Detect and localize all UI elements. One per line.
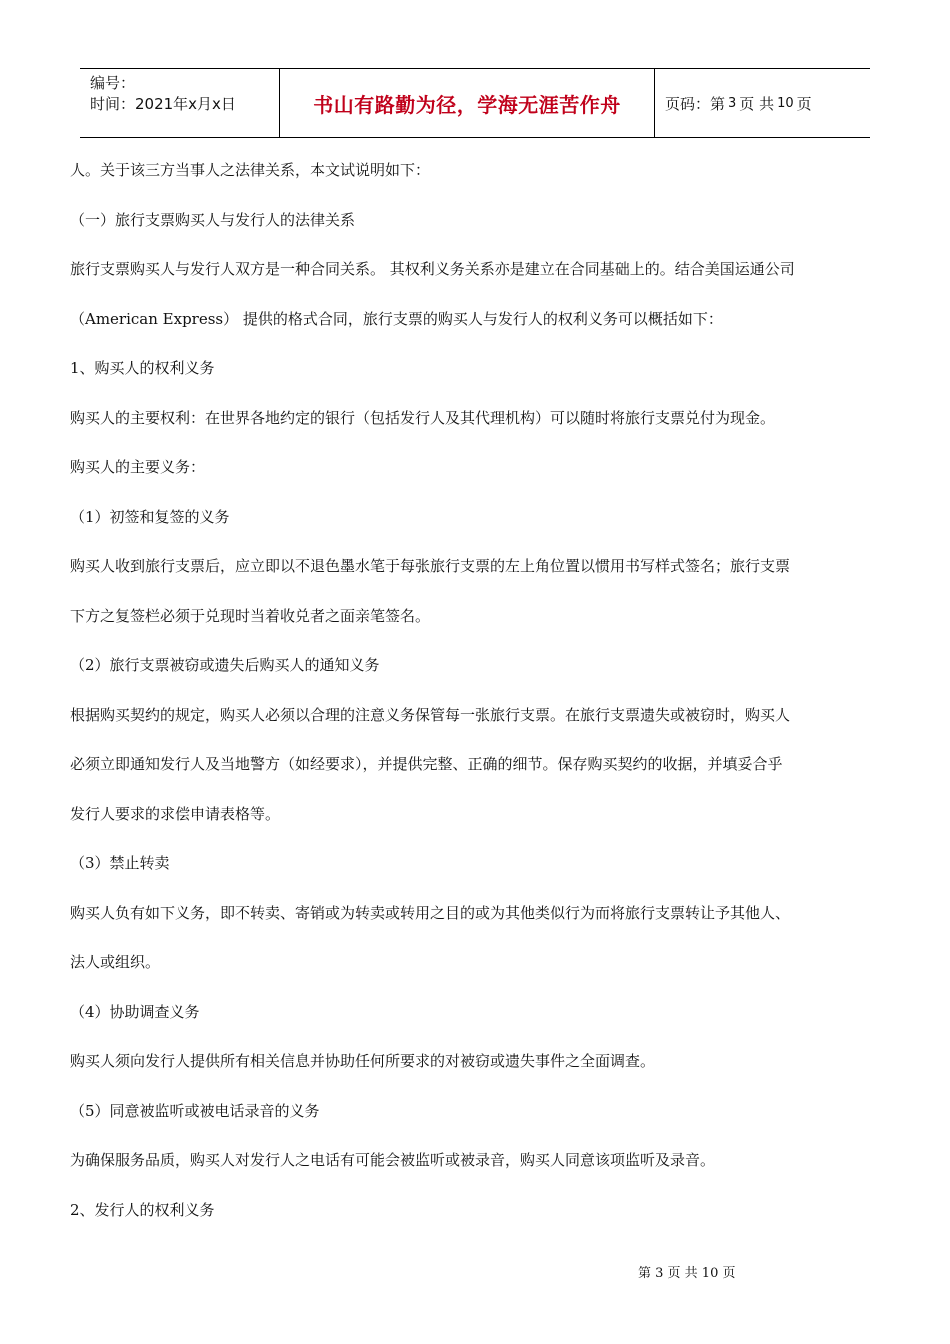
body-line: 购买人的主要权利：在世界各地约定的银行（包括发行人及其代理机构）可以随时将旅行支票兑付为现金。 <box>70 408 776 427</box>
page-suffix: 页 <box>796 94 812 113</box>
body-line: （American Express） 提供的格式合同，旅行支票的购买人与发行人的权利义务可以概括如下： <box>70 309 723 328</box>
page-current: 3 <box>728 95 737 111</box>
page-total: 10 <box>777 95 794 111</box>
document-body <box>70 146 885 1235</box>
body-line: 下方之复签栏必须于兑现时当着收兑者之面亲笔签名。 <box>70 606 431 625</box>
page-prefix: 页码：第 <box>665 94 726 113</box>
page-mid: 页 共 <box>739 94 775 113</box>
header-page-indicator <box>655 69 870 137</box>
header-meta <box>80 69 280 137</box>
item-heading: （2）旅行支票被窃或遗失后购买人的通知义务 <box>70 656 380 674</box>
item-heading: （1）初签和复签的义务 <box>70 507 230 526</box>
subsection-heading: 1、购买人的权利义务 <box>70 359 215 377</box>
body-line: 购买人收到旅行支票后，应立即以不退色墨水笔于每张旅行支票的左上角位置以惯用书写样式签名；旅行支票 <box>70 557 791 575</box>
page-header <box>80 68 870 138</box>
body-line: 购买人的主要义务： <box>70 458 206 476</box>
body-line: 购买人负有如下义务，即不转卖、寄销或为转卖或转用之目的或为其他类似行为而将旅行支票转让予其他人、 <box>70 903 791 922</box>
subsection-heading: 2、发行人的权利义务 <box>70 1200 215 1219</box>
body-line: 发行人要求的求偿申请表格等。 <box>70 804 281 823</box>
header-motto: 书山有路勤为径，学海无涯苦作舟 <box>280 69 655 137</box>
item-heading: （4）协助调查义务 <box>70 1002 200 1021</box>
body-line: 人。关于该三方当事人之法律关系，本文试说明如下： <box>70 161 431 179</box>
document-number-label: 编号： <box>90 74 136 92</box>
item-heading: （5）同意被监听或被电话录音的义务 <box>70 1101 320 1120</box>
body-line: 购买人须向发行人提供所有相关信息并协助任何所要求的对被窃或遗失事件之全面调查。 <box>70 1052 656 1070</box>
footer-page-number: 第 3 页 共 10 页 <box>638 1266 736 1281</box>
body-line: 法人或组织。 <box>70 953 161 971</box>
body-line: 为确保服务品质，购买人对发行人之电话有可能会被监听或被录音，购买人同意该项监听及录音。 <box>70 1151 716 1169</box>
body-line: 必须立即通知发行人及当地警方（如经要求），并提供完整、正确的细节。保存购买契约的收据，并填妥合乎 <box>70 755 783 773</box>
body-line: 根据购买契约的规定，购买人必须以合理的注意义务保管每一张旅行支票。在旅行支票遗失或被窃时，购买人 <box>70 705 791 724</box>
body-line: 旅行支票购买人与发行人双方是一种合同关系。 其权利义务关系亦是建立在合同基础上的。结合美国运通公司 <box>70 260 795 278</box>
section-heading: （一）旅行支票购买人与发行人的法律关系 <box>70 210 356 229</box>
item-heading: （3）禁止转卖 <box>70 854 170 872</box>
document-date: 时间：2021年x月x日 <box>90 95 236 113</box>
